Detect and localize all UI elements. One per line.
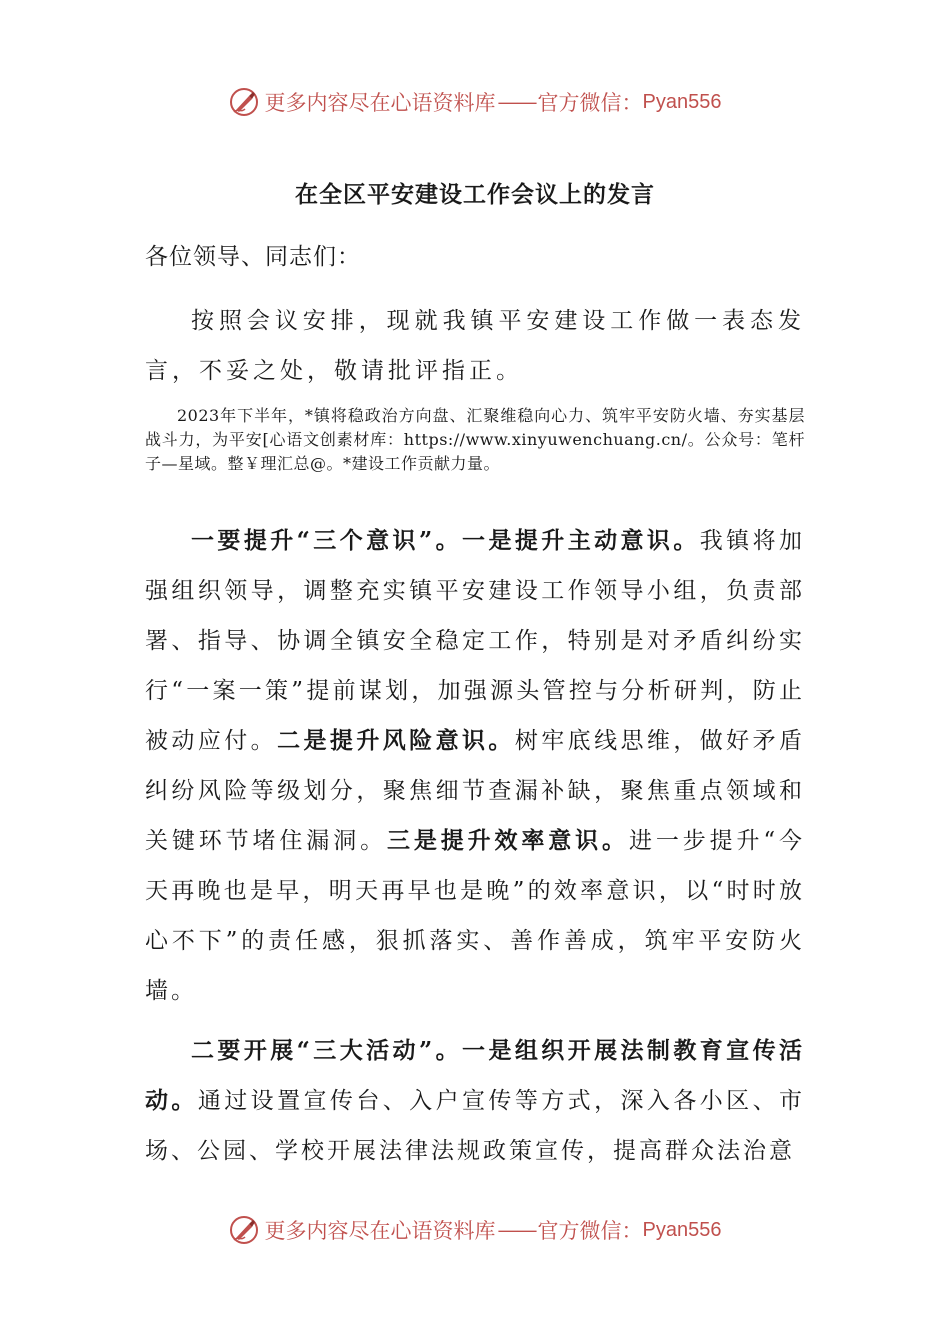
section-1-sub-1-heading: 一是提升主动意识。 [462, 527, 700, 554]
section-1-sub-2-text: 树牢底线思维，做好矛盾纠纷风险等级划分，聚焦细节查漏补缺，聚焦重点领域和关键环节堵住漏洞。 [145, 728, 806, 854]
watermark-text: 更多内容尽在心语资料库 [264, 1219, 496, 1243]
section-1-heading: 一要提升“三个意识”。 [191, 527, 463, 554]
intro-paragraph: 按照会议安排，现就我镇平安建设工作做一表态发言，不妥之处，敬请批评指正。 [145, 308, 805, 384]
pen-logo-icon [229, 87, 259, 117]
section-1-paragraph [145, 516, 805, 1016]
small-note-paragraph: 2023年下半年，*镇将稳政治方向盘、汇聚维稳向心力、筑牢平安防火墙、夯实基层战斗力，为平安[心语文创素材库：https://www.xinyuwenchuang.cn/。公众号：笔杆子—星域。整￥理汇总@。*建设工作贡献力量。 [145, 406, 805, 473]
watermark-contact-id: Pyan556 [642, 1218, 722, 1241]
watermark-banner-top [0, 80, 950, 124]
section-2-paragraph [145, 1026, 805, 1176]
section-2-sub-1-heading: 一是组织开展法制教育宣传活动。 [145, 1037, 806, 1114]
watermark-contact-id: Pyan556 [642, 90, 722, 113]
watermark-contact-label: 官方微信： [537, 1219, 643, 1243]
section-2-sub-1-text: 通过设置宣传台、入户宣传等方式，深入各小区、市场、公园、学校开展法律法规政策宣传，提高群众法治意 [145, 1088, 806, 1164]
watermark-banner-bottom [0, 1208, 950, 1252]
pen-logo-icon [229, 1215, 259, 1245]
document-title: 在全区平安建设工作会议上的发言 [295, 181, 655, 208]
section-1-sub-3-heading: 三是提升效率意识。 [386, 827, 629, 854]
section-2-heading: 二要开展“三大活动”。 [191, 1037, 463, 1064]
watermark-contact-label: 官方微信： [537, 91, 643, 115]
watermark-text: 更多内容尽在心语资料库 [264, 91, 496, 115]
salutation: 各位领导、同志们： [145, 244, 361, 270]
section-1-sub-1-text: 我镇将加强组织领导，调整充实镇平安建设工作领导小组，负责部署、指导、协调全镇安全稳定工作，特别是对矛盾纠纷实行“一案一策”提前谋划，加强源头管控与分析研判，防止被动应付。 [145, 528, 806, 754]
watermark-separator: —— [497, 90, 536, 114]
watermark-separator: —— [497, 1218, 536, 1242]
section-1-sub-3-text: 进一步提升“今天再晚也是早，明天再早也是晚”的效率意识，以“时时放心不下”的责任感，狠抓落实、善作善成，筑牢平安防火墙。 [145, 828, 806, 1004]
section-1-sub-2-heading: 二是提升风险意识。 [277, 727, 515, 754]
